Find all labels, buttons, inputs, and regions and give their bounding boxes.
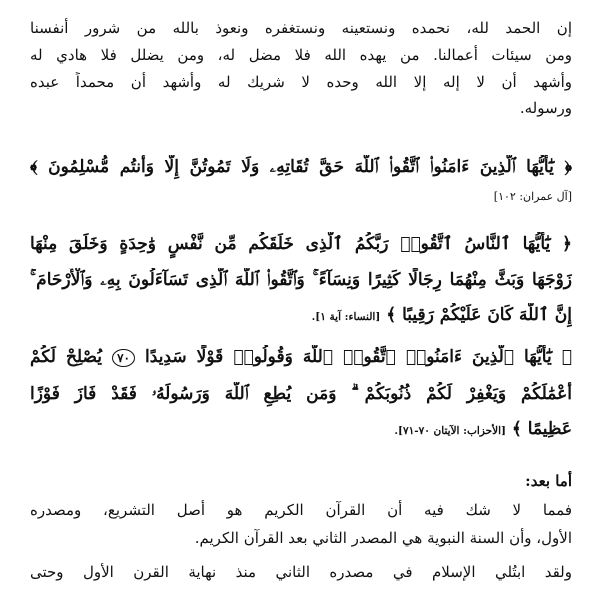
- paragraph-1-line-1: فمما لا شك فيه أن القرآن الكريم هو أصل التشريع، ومصدره: [30, 501, 572, 519]
- intro-line-3: وأشهد أن لا إله إلا الله وحده لا شريك له وأشهد أن محمداً عبده: [30, 73, 572, 91]
- verse-ahzab-line-3: [30, 417, 572, 447]
- ayah-number-marker: ٧٠: [112, 349, 135, 367]
- section-heading: أما بعد:: [525, 472, 572, 490]
- verse-reference: [النساء: آية ١].: [311, 311, 381, 323]
- verse-ahzab-text-cont: يُصْلِحْ لَكُمْ: [30, 347, 103, 367]
- intro-line-1: إن الحمد لله، نحمده ونستعينه ونستغفره ونعوذ بالله من شرور أنفسنا: [30, 19, 572, 37]
- document-page: [30, 6, 572, 596]
- verse-reference: [الأحزاب: الآيتان ٧٠-٧١].: [394, 425, 506, 437]
- verse-reference: [30, 189, 572, 205]
- verse-nisa-line-1: ﴿ يَٰٓأَيُّهَا ٱلنَّاسُ ٱتَّقُوا۟ رَبَّكُمُ ٱلَّذِى خَلَقَكُم مِّن نَّفْسٍ وَٰحِدَةٍ وَخَلَقَ مِنْهَا: [30, 234, 572, 254]
- verse-ahzab-end: عَظِيمًا ﴾: [511, 419, 572, 439]
- verse-reference-text: [آل عمران: ١٠٢]: [493, 190, 572, 203]
- verse-nisa-text: إِنَّ ٱللَّهَ كَانَ عَلَيْكُمْ رَقِيبًا ﴾: [386, 305, 572, 325]
- verse-ahzab-text: ﴿ يَٰٓأَيُّهَا ٱلَّذِينَ ءَامَنُوا۟ ٱتَّقُوا۟ ٱللَّهَ وَقُولُوا۟ قَوْلًا سَدِيدًا: [145, 347, 572, 367]
- verse-nisa-line-3: [30, 303, 572, 333]
- verse-ahzab-line-1: [30, 345, 572, 375]
- paragraph-2-line-1: ولقد ابتُلي الإسلام في مصدره الثاني منذ نهاية القرن الأول وحتى: [30, 563, 572, 581]
- intro-line-4: ورسوله.: [519, 99, 572, 117]
- paragraph-1-line-2: الأول، وأن السنة النبوية هي المصدر الثاني بعد القرآن الكريم.: [194, 529, 572, 547]
- verse-al-imran: ﴿ يَٰٓأَيُّهَا ٱلَّذِينَ ءَامَنُوا۟ ٱتَّقُوا۟ ٱللَّهَ حَقَّ تُقَاتِهِۦ وَلَا تَمُوتُنَّ إِلَّا وَأَنتُم مُّسْلِمُونَ ﴾: [30, 157, 572, 177]
- intro-line-2: ومن سيئات أعمالنا. من يهده الله فلا مضل له، ومن يضلل فلا هادي له: [30, 46, 572, 64]
- verse-ahzab-line-2: أَعْمَٰلَكُمْ وَيَغْفِرْ لَكُمْ ذُنُوبَكُمْ ۗ وَمَن يُطِعِ ٱللَّهَ وَرَسُولَهُۥ فَقَدْ فَازَ فَوْزًا: [30, 384, 572, 404]
- verse-nisa-line-2: زَوْجَهَا وَبَثَّ مِنْهُمَا رِجَالًا كَثِيرًا وَنِسَآءً ۚ وَٱتَّقُوا۟ ٱللَّهَ ٱلَّذِى تَسَآءَلُونَ بِهِۦ وَٱلْأَرْحَامَ ۚ: [30, 270, 572, 290]
